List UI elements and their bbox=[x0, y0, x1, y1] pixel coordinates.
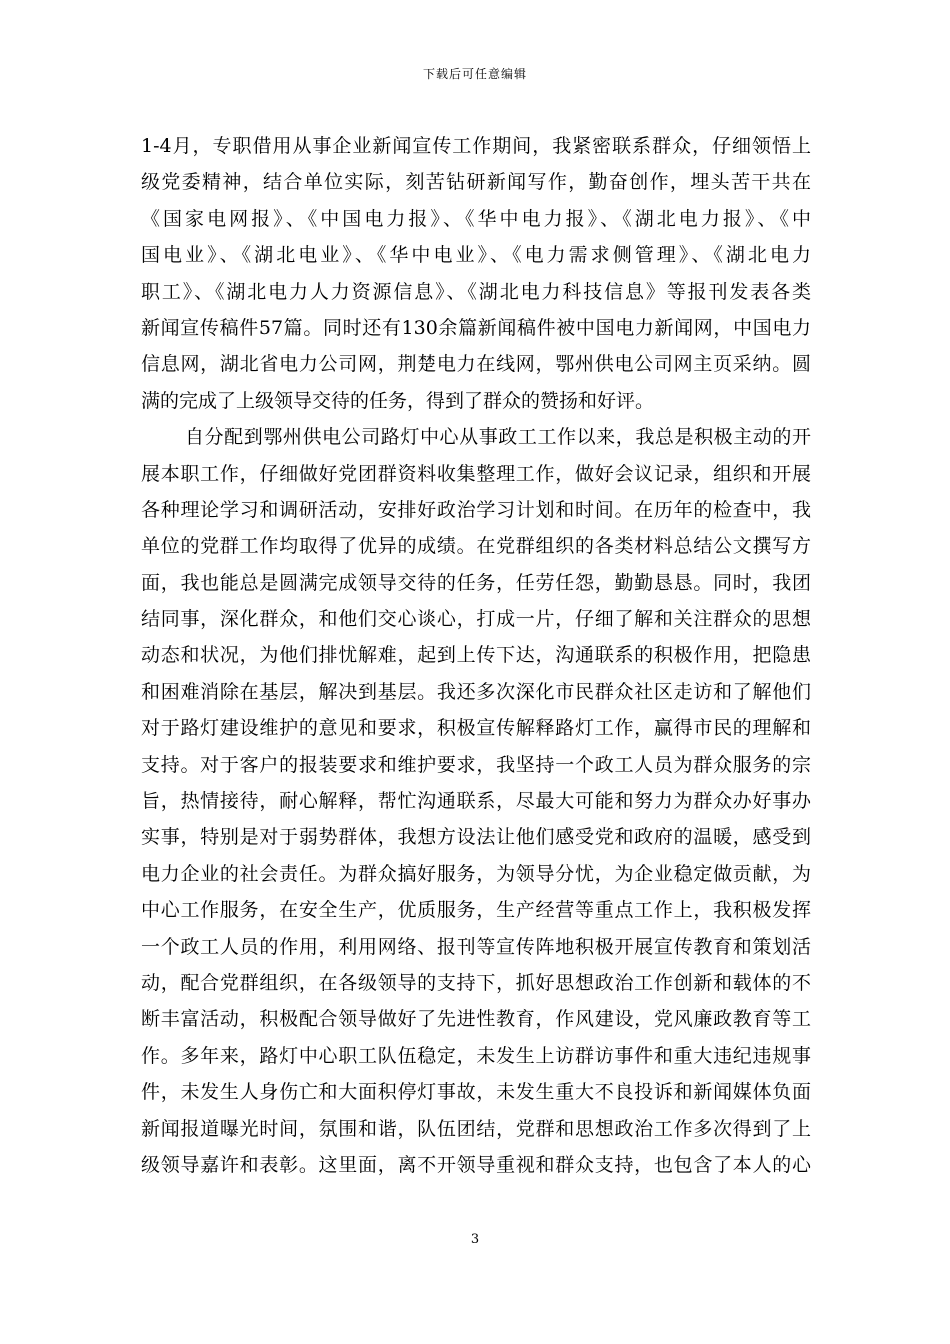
text-line: 《国家电网报》、《中国电力报》、《华中电力报》、《湖北电力报》、《中 bbox=[141, 207, 811, 230]
text-line: 一个政工人员的作用，利用网络、报刊等宣传阵地积极开展宣传教育和策划活 bbox=[141, 935, 811, 958]
text-line: 级党委精神，结合单位实际，刻苦钻研新闻写作，勤奋创作，埋头苦干共在 bbox=[141, 171, 811, 194]
text-line: 各种理论学习和调研活动，安排好政治学习计划和时间。在历年的检查中，我 bbox=[141, 498, 811, 521]
text-line: 支持。对于客户的报装要求和维护要求，我坚持一个政工人员为群众服务的宗 bbox=[141, 753, 811, 776]
text-line: 结同事，深化群众，和他们交心谈心，打成一片，仔细了解和关注群众的思想 bbox=[141, 608, 811, 631]
text-line: 实事，特别是对于弱势群体，我想方设法让他们感受党和政府的温暖，感受到 bbox=[141, 826, 811, 849]
text-line: 展本职工作，仔细做好党团群资料收集整理工作，做好会议记录，组织和开展 bbox=[141, 462, 811, 485]
text-line: 级领导嘉许和表彰。这里面，离不开领导重视和群众支持，也包含了本人的心 bbox=[141, 1153, 811, 1176]
text-line: 电力企业的社会责任。为群众搞好服务，为领导分忧，为企业稳定做贡献，为 bbox=[141, 862, 811, 885]
text-line: 件，未发生人身伤亡和大面积停灯事故，未发生重大不良投诉和新闻媒体负面 bbox=[141, 1081, 811, 1104]
text-line: 动态和状况，为他们排忧解难，起到上传下达，沟通联系的积极作用，把隐患 bbox=[141, 644, 811, 667]
document-body bbox=[141, 128, 811, 1183]
page-number: 3 bbox=[470, 1232, 480, 1247]
text-line: 单位的党群工作均取得了优异的成绩。在党群组织的各类材料总结公文撰写方 bbox=[141, 535, 811, 558]
text-line: 新闻报道曝光时间，氛围和谐，队伍团结，党群和思想政治工作多次得到了上 bbox=[141, 1117, 811, 1140]
text-line: 新闻宣传稿件57篇。同时还有130余篇新闻稿件被中国电力新闻网，中国电力 bbox=[141, 316, 811, 339]
text-line: 信息网，湖北省电力公司网，荆楚电力在线网，鄂州供电公司网主页采纳。圆 bbox=[141, 353, 811, 376]
page-header: 下载后可任意编辑 bbox=[422, 67, 527, 81]
text-line: 作。多年来，路灯中心职工队伍稳定，未发生上访群访事件和重大违纪违规事 bbox=[141, 1044, 811, 1067]
text-line: 自分配到鄂州供电公司路灯中心从事政工工作以来，我总是积极主动的开 bbox=[185, 426, 811, 449]
text-line: 职工》、《湖北电力人力资源信息》、《湖北电力科技信息》等报刊发表各类 bbox=[141, 280, 811, 303]
text-line: 和困难消除在基层，解决到基层。我还多次深化市民群众社区走访和了解他们 bbox=[141, 680, 811, 703]
text-line: 动，配合党群组织，在各级领导的支持下，抓好思想政治工作创新和载体的不 bbox=[141, 971, 811, 994]
paragraph-1 bbox=[141, 128, 811, 419]
paragraph-2 bbox=[141, 419, 811, 1183]
text-line: 断丰富活动，积极配合领导做好了先进性教育，作风建设，党风廉政教育等工 bbox=[141, 1008, 811, 1031]
text-line: 旨，热情接待，耐心解释，帮忙沟通联系，尽最大可能和努力为群众办好事办 bbox=[141, 790, 811, 813]
text-line: 面，我也能总是圆满完成领导交待的任务，任劳任怨，勤勤恳恳。同时，我团 bbox=[141, 571, 811, 594]
text-line: 中心工作服务，在安全生产，优质服务，生产经营等重点工作上，我积极发挥 bbox=[141, 899, 811, 922]
text-line: 国电业》、《湖北电业》、《华中电业》、《电力需求侧管理》、《湖北电力 bbox=[141, 244, 811, 267]
text-line: 1-4月，专职借用从事企业新闻宣传工作期间，我紧密联系群众，仔细领悟上 bbox=[141, 135, 811, 157]
text-line: 对于路灯建设维护的意见和要求，积极宣传解释路灯工作，赢得市民的理解和 bbox=[141, 717, 811, 740]
text-line: 满的完成了上级领导交待的任务，得到了群众的赞扬和好评。 bbox=[141, 389, 655, 412]
